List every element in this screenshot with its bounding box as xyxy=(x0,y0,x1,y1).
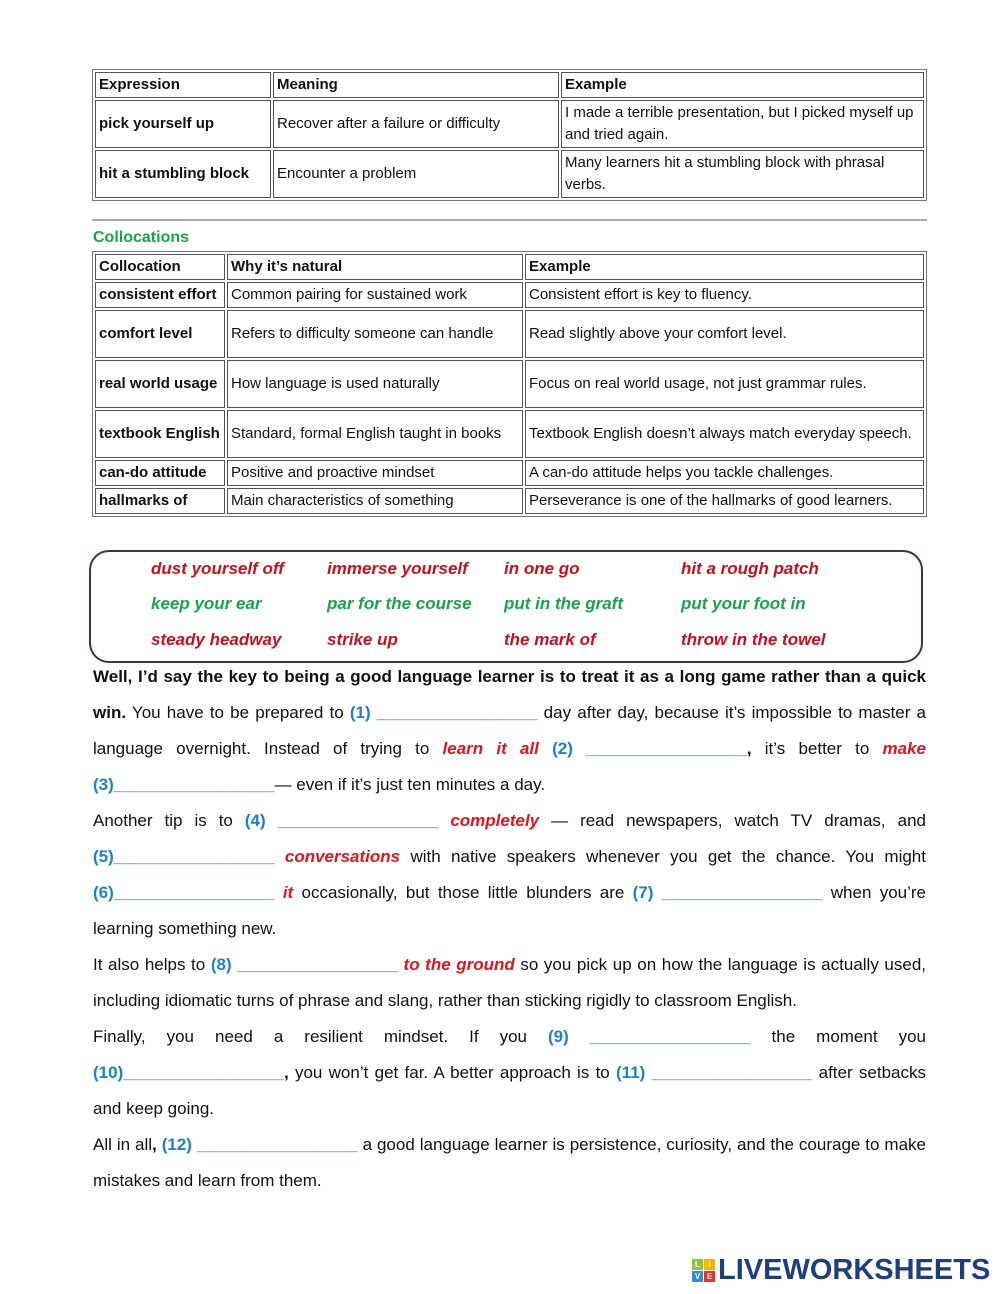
table-row xyxy=(95,282,924,308)
table-cell: Read slightly above your comfort level. xyxy=(525,310,924,358)
answer-blank[interactable]: (10)_________________ xyxy=(93,1063,284,1082)
column-header: Example xyxy=(525,254,924,280)
word-option: put your foot in xyxy=(681,594,806,613)
word-option: immerse yourself xyxy=(327,559,468,578)
text-segment: — even if it’s just ten minutes a day. xyxy=(274,775,546,794)
word-option: in one go xyxy=(504,559,580,578)
table-cell: Perseverance is one of the hallmarks of good learners. xyxy=(525,488,924,514)
answer-blank[interactable]: (5)_________________ xyxy=(93,847,275,866)
answer-blank[interactable]: (4) _________________ xyxy=(244,811,439,830)
table-cell: Many learners hit a stumbling block with phrasal verbs. xyxy=(561,150,924,198)
logo-text: LIVEWORKSHEETS xyxy=(718,1254,991,1286)
column-header: Why it’s natural xyxy=(227,254,523,280)
table-cell: consistent effort xyxy=(95,282,225,308)
cue-phrase: completely xyxy=(450,811,540,830)
answer-blank[interactable]: (6)_________________ xyxy=(93,883,275,902)
table-cell: Recover after a failure or difficulty xyxy=(273,100,559,148)
word-option: the mark of xyxy=(504,630,596,649)
word-option: keep your ear xyxy=(151,594,262,613)
text-segment: after setbacks and keep going. xyxy=(93,1063,926,1118)
table-cell: can-do attitude xyxy=(95,460,225,486)
table-cell: Main characteristics of something xyxy=(227,488,523,514)
table-cell: textbook English xyxy=(95,410,225,458)
table-cell: Encounter a problem xyxy=(273,150,559,198)
table-cell: pick yourself up xyxy=(95,100,271,148)
table-cell: Focus on real world usage, not just grammar rules. xyxy=(525,360,924,408)
table-cell: Positive and proactive mindset xyxy=(227,460,523,486)
text-segment: it’s better to xyxy=(751,739,883,758)
text-segment: a good language learner is persistence, curiosity, and the courage to make mistakes and learn from them. xyxy=(93,1135,926,1190)
text-segment: , xyxy=(746,739,752,758)
cue-phrase: it xyxy=(282,883,294,902)
paragraph xyxy=(93,659,926,803)
text-segment xyxy=(438,811,450,830)
text-segment: , xyxy=(283,1063,289,1082)
text-segment: You have to be prepared to xyxy=(126,703,350,722)
text-segment xyxy=(275,847,285,866)
paragraph xyxy=(93,1127,926,1199)
table-header-row xyxy=(95,72,924,98)
table-cell: Common pairing for sustained work xyxy=(227,282,523,308)
text-segment: Finally, you need a resilient mindset. If you xyxy=(93,1027,548,1046)
cue-phrase: to the ground xyxy=(403,955,515,974)
answer-blank[interactable]: (11) _________________ xyxy=(616,1063,813,1082)
word-option: strike up xyxy=(327,630,398,649)
column-header: Meaning xyxy=(273,72,559,98)
answer-blank[interactable]: (7) _________________ xyxy=(632,883,823,902)
text-segment: , xyxy=(152,1135,157,1154)
text-segment: when you’re learning something new. xyxy=(93,883,927,938)
word-option: dust yourself off xyxy=(151,559,284,578)
column-header: Expression xyxy=(95,72,271,98)
cue-phrase: make xyxy=(882,739,926,758)
paragraph xyxy=(93,803,926,947)
table-cell: real world usage xyxy=(95,360,225,408)
table-row xyxy=(95,410,924,458)
table-cell: I made a terrible presentation, but I picked myself up and tried again. xyxy=(561,100,924,148)
answer-blank[interactable]: (1) _________________ xyxy=(349,703,538,722)
text-segment: Well, I’d say the key to being a good language learner is to treat it as a long game rather than a quick win. xyxy=(93,667,926,722)
answer-blank[interactable]: (9) _________________ xyxy=(548,1027,751,1046)
text-segment: Another tip is to xyxy=(93,811,245,830)
column-header: Collocation xyxy=(95,254,225,280)
logo-letter: E xyxy=(704,1271,715,1282)
collocations-table xyxy=(92,251,927,517)
answer-blank[interactable]: (12) _________________ xyxy=(161,1135,358,1154)
answer-blank[interactable]: (8) _________________ xyxy=(210,955,398,974)
table-row xyxy=(95,150,924,198)
table-cell: A can-do attitude helps you tackle challenges. xyxy=(525,460,924,486)
table-row xyxy=(95,310,924,358)
text-segment: you won’t get far. A better approach is to xyxy=(288,1063,617,1082)
answer-blank[interactable]: (3)_________________ xyxy=(93,775,275,794)
text-segment: — read newspapers, watch TV dramas, and xyxy=(539,811,926,830)
text-segment: with native speakers whenever you get the chance. You might xyxy=(400,847,926,866)
word-option: par for the course xyxy=(327,594,472,613)
table-cell: hallmarks of xyxy=(95,488,225,514)
paragraph xyxy=(93,947,926,1019)
text-segment xyxy=(539,739,552,758)
table-cell: Textbook English doesn’t always match everyday speech. xyxy=(525,410,924,458)
paragraph xyxy=(93,1019,926,1127)
table-header-row xyxy=(95,254,924,280)
table-cell: Refers to difficulty someone can handle xyxy=(227,310,523,358)
table-cell: How language is used naturally xyxy=(227,360,523,408)
table-row xyxy=(95,360,924,408)
answer-blank[interactable]: (2) _________________ xyxy=(552,739,747,758)
logo-letter: V xyxy=(692,1271,703,1282)
gap-fill-text xyxy=(93,659,926,1199)
word-option: hit a rough patch xyxy=(681,559,819,578)
text-segment: occasionally, but those little blunders are xyxy=(293,883,633,902)
liveworksheets-logo xyxy=(692,1254,990,1287)
table-row xyxy=(95,460,924,486)
cue-phrase: learn it all xyxy=(442,739,539,758)
text-segment: All in all xyxy=(93,1135,153,1154)
table-cell: hit a stumbling block xyxy=(95,150,271,198)
table-cell: comfort level xyxy=(95,310,225,358)
collocations-heading: Collocations xyxy=(93,229,190,246)
logo-icon xyxy=(692,1259,715,1282)
text-segment: so you pick up on how the language is actually used, including idiomatic turns of phrase and slang, rather than sticking rigidly to classroom English. xyxy=(93,955,926,1010)
table-cell: Consistent effort is key to fluency. xyxy=(525,282,924,308)
text-segment: day after day, because it’s impossible to master a language overnight. Instead of trying to xyxy=(93,703,926,758)
word-option: put in the graft xyxy=(504,594,623,613)
table-row xyxy=(95,100,924,148)
logo-letter: L xyxy=(692,1259,703,1270)
logo-letter: I xyxy=(704,1259,715,1270)
word-option: throw in the towel xyxy=(681,630,826,649)
text-segment xyxy=(275,883,283,902)
column-header: Example xyxy=(561,72,924,98)
table-cell: Standard, formal English taught in books xyxy=(227,410,523,458)
divider xyxy=(92,219,927,221)
cue-phrase: conversations xyxy=(284,847,401,866)
table-row xyxy=(95,488,924,514)
expressions-table xyxy=(92,69,927,201)
text-segment: the moment you xyxy=(750,1027,926,1046)
word-option: steady headway xyxy=(151,630,282,649)
text-segment: It also helps to xyxy=(93,955,211,974)
